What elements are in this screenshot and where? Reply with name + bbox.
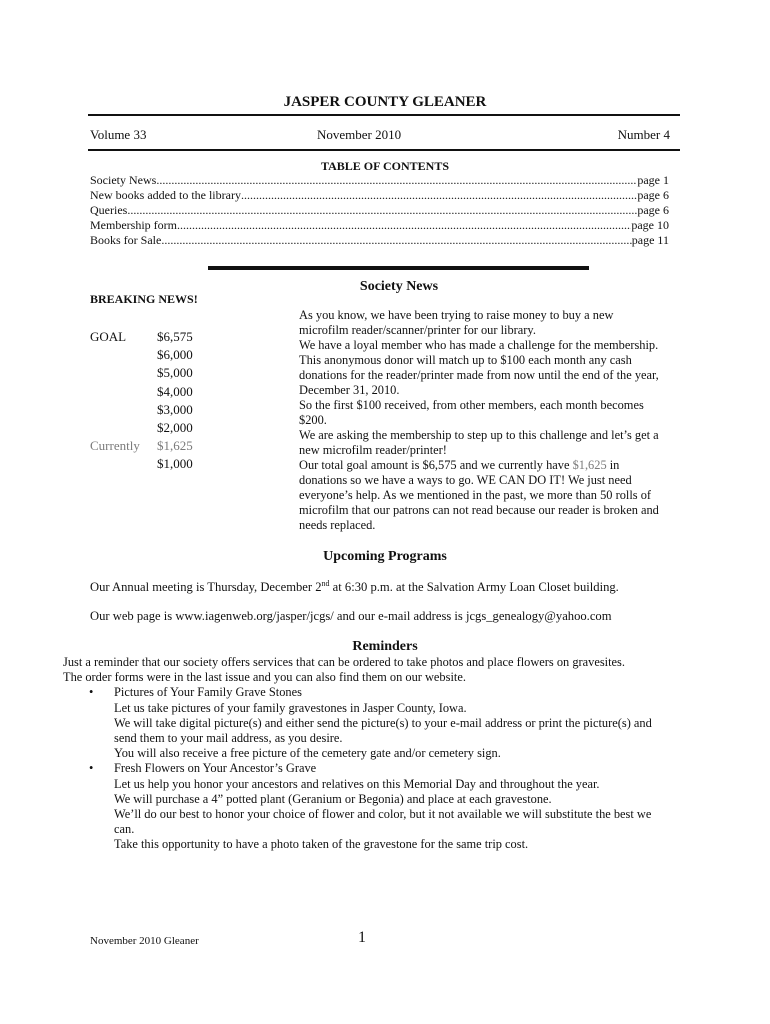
toc-entry-page: page 11 [631,233,669,247]
reminder-item-line: We will take digital picture(s) and either send the picture(s) to your e-mail address or print the picture(s) and [114,715,652,730]
title-rule [88,114,680,116]
reminder-item-title [63,761,683,776]
toc-entry [90,188,669,203]
toc-entry-page: page 1 [637,173,669,187]
news-line: donations so we have a ways to go. WE CAN DO IT! We just need [299,473,632,487]
upcoming-programs-heading: Upcoming Programs [323,549,447,564]
annual-meeting-line [90,579,619,595]
news-line: We are asking the membership to step up to this challenge and let’s get a [299,428,659,442]
news-line: So the first $100 received, from other members, each month becomes [299,398,644,412]
meeting-date-suffix: nd [321,579,330,588]
total-text-end: in [606,458,620,472]
toc-entry-label: Membership form [90,218,177,232]
footer-label: November 2010 Gleaner [90,935,199,947]
breaking-news-label: BREAKING NEWS! [90,292,198,306]
news-line: donations for the reader/printer made from now until the end of the year, [299,368,659,382]
news-line: This anonymous donor will match up to $100 each month any cash [299,353,632,367]
news-line: We have a loyal member who has made a challenge for the membership. [299,338,659,352]
news-line: microfilm reader/scanner/printer for our library. [299,323,536,337]
goal-row-label: GOAL [90,329,127,344]
toc-entry-label: Queries [90,203,128,217]
reminder-item-title-text: Fresh Flowers on Your Ancestor’s Grave [114,761,317,776]
table-of-contents [90,173,669,248]
news-line: As you know, we have been trying to raise money to buy a new [299,308,614,322]
goal-row-amount: $1,000 [157,456,193,472]
reminder-intro-line: Just a reminder that our society offers services that can be ordered to take photos and place flowers on gravesites. [63,655,625,669]
society-news-heading: Society News [359,279,439,294]
reminder-item-line: We’ll do our best to honor your choice of flower and color, but it not available we will substitute the best we [114,807,652,822]
bullet-icon: • [89,761,94,776]
news-line: everyone’s help. As we mentioned in the past, we more than 50 rolls of [299,488,652,502]
newsletter-title: JASPER COUNTY GLEANER [283,94,487,110]
web-address-line: Our web page is www.iagenweb.org/jasper/jcgs/ and our e-mail address is jcgs_genealogy@yahoo.com [90,609,612,623]
news-total-line [299,458,679,473]
reminder-item-title-text: Pictures of Your Family Grave Stones [114,685,302,700]
toc-entry-page: page 6 [637,203,669,217]
goal-row-amount: $3,000 [157,401,193,417]
meeting-text-end: at 6:30 p.m. at the Salvation Army Loan Closet building. [329,580,619,595]
current-amount: $1,625 [572,458,607,472]
toc-entry-label: Society News [90,173,157,187]
page-number: 1 [358,929,366,946]
reminders-heading: Reminders [352,639,418,654]
news-line: microfilm that our patrons can not read because our reader is broken and [299,503,659,517]
goal-row-amount: $4,000 [157,383,193,399]
reminder-item-line: Let us take pictures of your family gravestones in Jasper County, Iowa. [114,700,467,715]
meeting-text: Our Annual meeting is Thursday, December 2 [90,580,322,595]
toc-heading: TABLE OF CONTENTS [320,159,450,173]
volume-label: Volume 33 [90,127,147,142]
issue-rule [88,149,680,151]
goal-row-amount: $6,575 [157,329,193,344]
toc-entry [90,218,669,233]
issue-number: Number 4 [617,127,670,142]
section-divider [208,266,589,270]
reminder-item-line: Let us help you honor your ancestors and relatives on this Memorial Day and throughout the year. [114,776,600,791]
toc-entry [90,203,669,218]
toc-entry-label: New books added to the library [90,188,241,202]
goal-row-amount: $5,000 [157,365,193,381]
reminder-item-line: Take this opportunity to have a photo taken of the gravestone for the same trip cost. [114,837,529,852]
toc-entry-label: Books for Sale [90,233,162,247]
reminder-item-line: You will also receive a free picture of the cemetery gate and/or cemetery sign. [114,746,501,761]
reminder-item-line: We will purchase a 4” potted plant (Geranium or Begonia) and place at each gravestone. [114,791,552,806]
reminder-intro-line: The order forms were in the last issue and you can also find them on our website. [63,670,466,685]
goal-row-label: Currently [90,438,140,454]
reminder-item-line: send them to your mail address, as you desire. [114,731,343,746]
issue-date: November 2010 [317,127,402,142]
total-text: Our total goal amount is $6,575 and we currently have [299,458,573,472]
news-line: $200. [299,413,327,427]
toc-entry [90,173,669,188]
goal-row-amount: $1,625 [157,438,193,454]
goal-row-amount: $2,000 [157,419,193,435]
reminders-body [63,655,683,853]
reminder-item-line: can. [114,822,135,837]
bullet-icon: • [89,685,94,700]
news-line: needs replaced. [299,518,376,532]
news-line: new microfilm reader/printer! [299,443,447,457]
reminder-item-title [63,685,683,700]
toc-entry-page: page 6 [637,188,669,202]
news-line: December 31, 2010. [299,383,400,397]
toc-entry-page: page 10 [631,218,669,232]
society-news-body [299,308,679,533]
toc-entry [90,233,669,248]
goal-row-amount: $6,000 [157,347,193,363]
